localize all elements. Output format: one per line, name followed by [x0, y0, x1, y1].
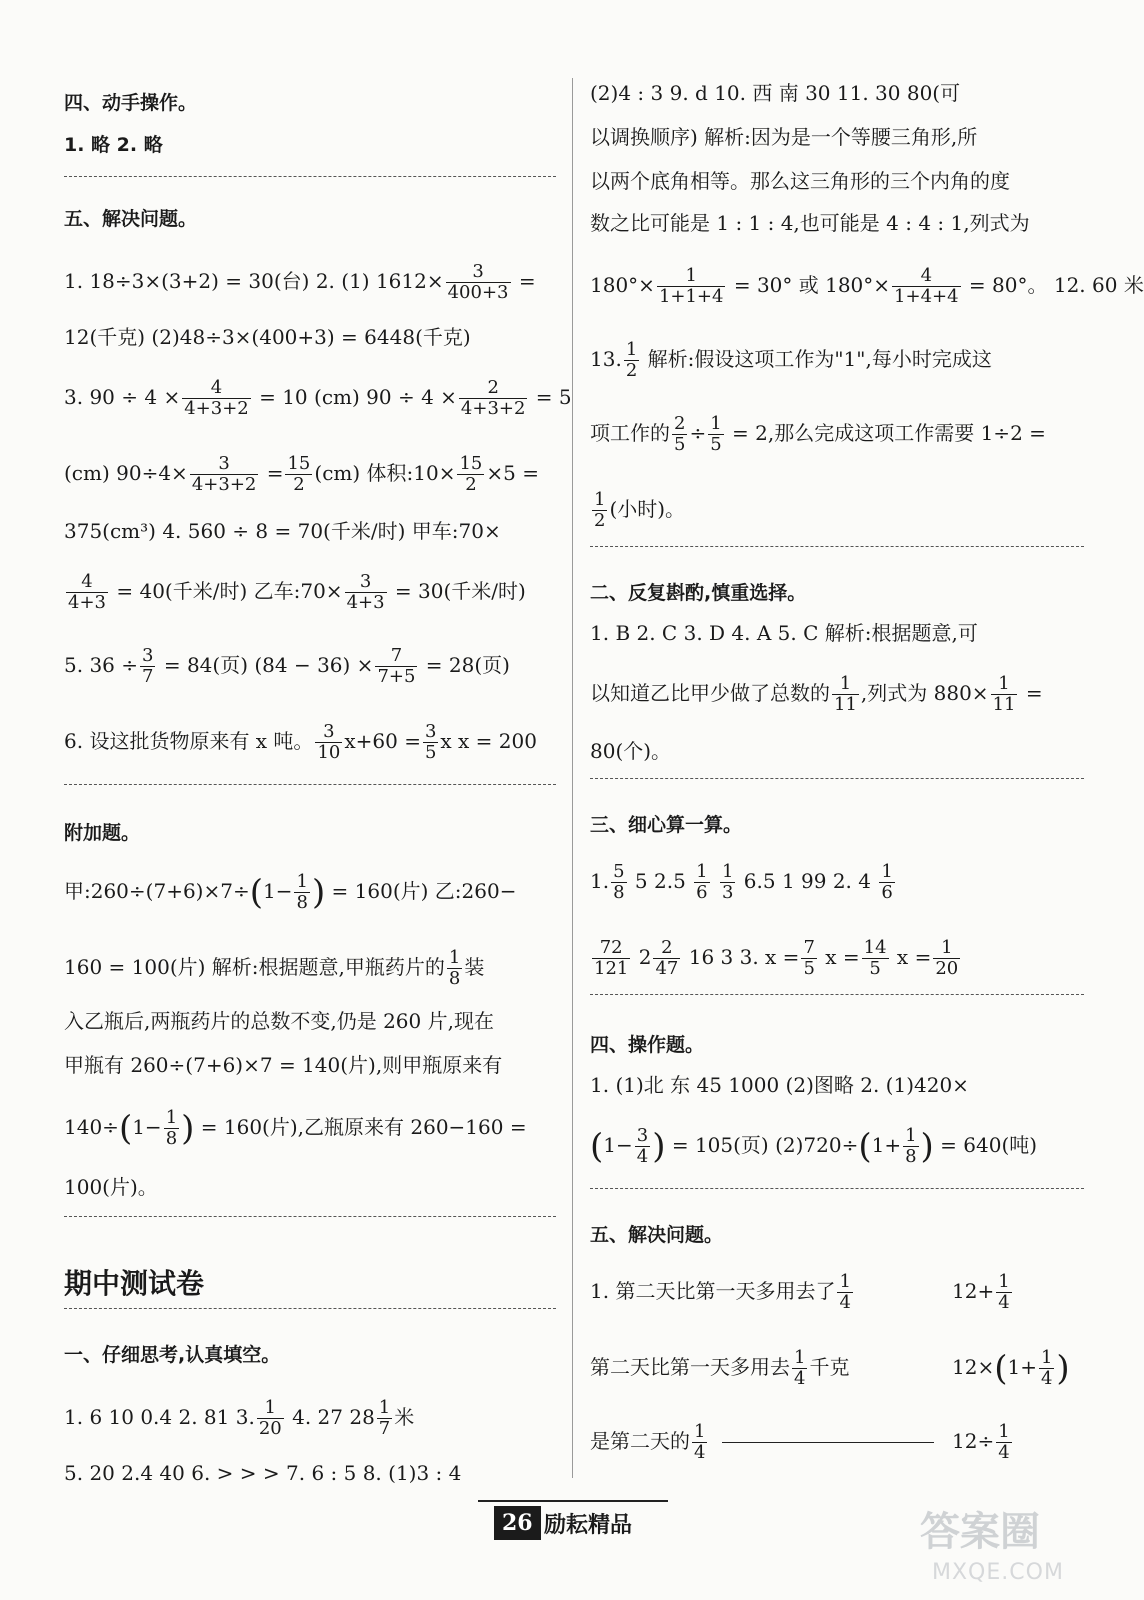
- section-heading: 一、仔细思考,认真填空。: [64, 1344, 281, 1366]
- watermark-logo: 答案圈: [920, 1509, 1040, 1555]
- answer-line: $\frac{1}{2}$ (小时)。: [594, 489, 686, 531]
- section-heading: 附加题。: [64, 822, 141, 844]
- answer-line: 12(千克) (2)48÷3×(400+3) = 6448(千克): [64, 325, 471, 349]
- watermark-url: MXQE.COM: [932, 1560, 1064, 1585]
- answer-line: 项工作的 $\frac{2}{5}$ ÷ $\frac{1}{5}$ = 2,那么完成这项工作需要 1÷2 =: [590, 413, 1046, 455]
- answer-line: 第二天比第一天多用去 $\frac{1}{4}$ 千克 12×(1+ $\frac{1}{4}$ ): [590, 1347, 1070, 1389]
- answer-line: $\frac{4}{4+3}$ = 40(千米/时) 乙车:70× $\frac{3}{4+3}$ = 30(千米/时): [68, 571, 526, 613]
- answer-line: (cm) 90÷4× $\frac{3}{4+3+2}$ = $\frac{15}{2}$ (cm) 体积:10× $\frac{15}{2}$ ×5 =: [64, 453, 539, 495]
- match-line: [722, 1442, 934, 1443]
- answer-line: 数之比可能是 1 : 1 : 4,也可能是 4 : 4 : 1,列式为: [590, 211, 1030, 235]
- answer-line: 80(个)。: [590, 739, 672, 763]
- answer-line: 180°× $\frac{1}{1+1+4}$ = 30° 或 180°× $\frac{4}{1+4+4}$ = 80°。 12. 60 米: [590, 265, 1144, 307]
- section-heading: 五、解决问题。: [64, 208, 198, 230]
- answer-line: 甲瓶有 260÷(7+6)×7 = 140(片),则甲瓶原来有: [64, 1053, 503, 1077]
- answer-line: 375(cm³) 4. 560 ÷ 8 = 70(千米/时) 甲车:70×: [64, 519, 501, 543]
- answer-line: 3. 90 ÷ 4 × $\frac{4}{4+3+2}$ = 10 (cm) 90 ÷ 4 × $\frac{2}{4+3+2}$ = 5: [64, 377, 572, 419]
- page-number: 26: [494, 1506, 541, 1540]
- answer-line: 140÷(1− $\frac{1}{8}$ ) = 160(片),乙瓶原来有 260−160 =: [64, 1107, 527, 1149]
- section-heading: 二、反复斟酌,慎重选择。: [590, 582, 807, 604]
- answer-line: $\frac{72}{121}$ 2 $\frac{2}{47}$ 16 3 3. x = $\frac{7}{5}$ x = $\frac{14}{5}$ x = $\frac{1}{20}$: [594, 937, 959, 979]
- divider: [64, 176, 556, 177]
- answer-line: 5. 36 ÷ $\frac{3}{7}$ = 84(页) (84 − 36) × $\frac{7}{7+5}$ = 28(页): [64, 645, 510, 687]
- divider: [64, 1308, 556, 1309]
- answer-line: 13. $\frac{1}{2}$ 解析:假设这项工作为"1",每小时完成这: [590, 339, 992, 381]
- divider: [590, 546, 1084, 547]
- answer-line: (2)4 : 3 9. d 10. 西 南 30 11. 30 80(可: [590, 81, 961, 105]
- section-heading: 四、操作题。: [590, 1034, 705, 1056]
- brand-label: 励耘精品: [544, 1513, 633, 1538]
- answer-line: 以知道乙比甲少做了总数的 $\frac{1}{11}$ ,列式为 880× $\frac{1}{11}$ =: [590, 673, 1043, 715]
- divider: [64, 1216, 556, 1217]
- column-separator: [572, 78, 573, 1478]
- answer-line: 6. 设这批货物原来有 x 吨。 $\frac{3}{10}$ x+60 = $\frac{3}{5}$ x x = 200: [64, 721, 537, 763]
- answer-line: 是第二天的 $\frac{1}{4}$ 12÷ $\frac{1}{4}$: [590, 1421, 1010, 1463]
- section-heading: 四、动手操作。: [64, 92, 198, 114]
- answer-line: 1. 第二天比第一天多用去了 $\frac{1}{4}$ 12+ $\frac{1}{4}$: [590, 1271, 1010, 1313]
- answer-line: 1. 略 2. 略: [64, 134, 163, 156]
- divider: [590, 778, 1084, 779]
- divider: [590, 994, 1084, 995]
- section-heading: 五、解决问题。: [590, 1224, 724, 1246]
- answer-line: 100(片)。: [64, 1175, 158, 1199]
- answer-line: 1. 18÷3×(3+2) = 30(台) 2. (1) 1612× $\frac{3}{400+3}$ =: [64, 261, 536, 303]
- chapter-title: 期中测试卷: [64, 1267, 205, 1300]
- answer-line: (1− $\frac{3}{4}$ ) = 105(页) (2)720÷(1+ $\frac{1}{8}$ ) = 640(吨): [590, 1125, 1038, 1167]
- answer-line: 以两个底角相等。那么这三角形的三个内角的度: [590, 169, 1010, 193]
- section-heading: 三、细心算一算。: [590, 814, 743, 836]
- divider: [590, 1188, 1084, 1189]
- page-footer: [478, 1500, 668, 1548]
- answer-line: 1. $\frac{5}{8}$ 5 2.5 $\frac{1}{6}$ $\frac{1}{3}$ 6.5 1 99 2. 4 $\frac{1}{6}$: [590, 861, 893, 903]
- answer-line: 5. 20 2.4 40 6. > > > 7. 6 : 5 8. (1)3 : 4: [64, 1461, 462, 1485]
- answer-line: 160 = 100(片) 解析:根据题意,甲瓶药片的 $\frac{1}{8}$ 装: [64, 947, 485, 989]
- answer-line: 入乙瓶后,两瓶药片的总数不变,仍是 260 片,现在: [64, 1009, 494, 1033]
- answer-line: 以调换顺序) 解析:因为是一个等腰三角形,所: [590, 125, 978, 149]
- answer-line: 甲:260÷(7+6)×7÷(1− $\frac{1}{8}$ ) = 160(片) 乙:260−: [64, 871, 517, 913]
- divider: [64, 784, 556, 785]
- answer-line: 1. B 2. C 3. D 4. A 5. C 解析:根据题意,可: [590, 621, 978, 645]
- answer-line: 1. 6 10 0.4 2. 81 3. $\frac{1}{20}$ 4. 27 28 $\frac{1}{7}$ 米: [64, 1397, 415, 1439]
- answer-line: 1. (1)北 东 45 1000 (2)图略 2. (1)420×: [590, 1073, 969, 1097]
